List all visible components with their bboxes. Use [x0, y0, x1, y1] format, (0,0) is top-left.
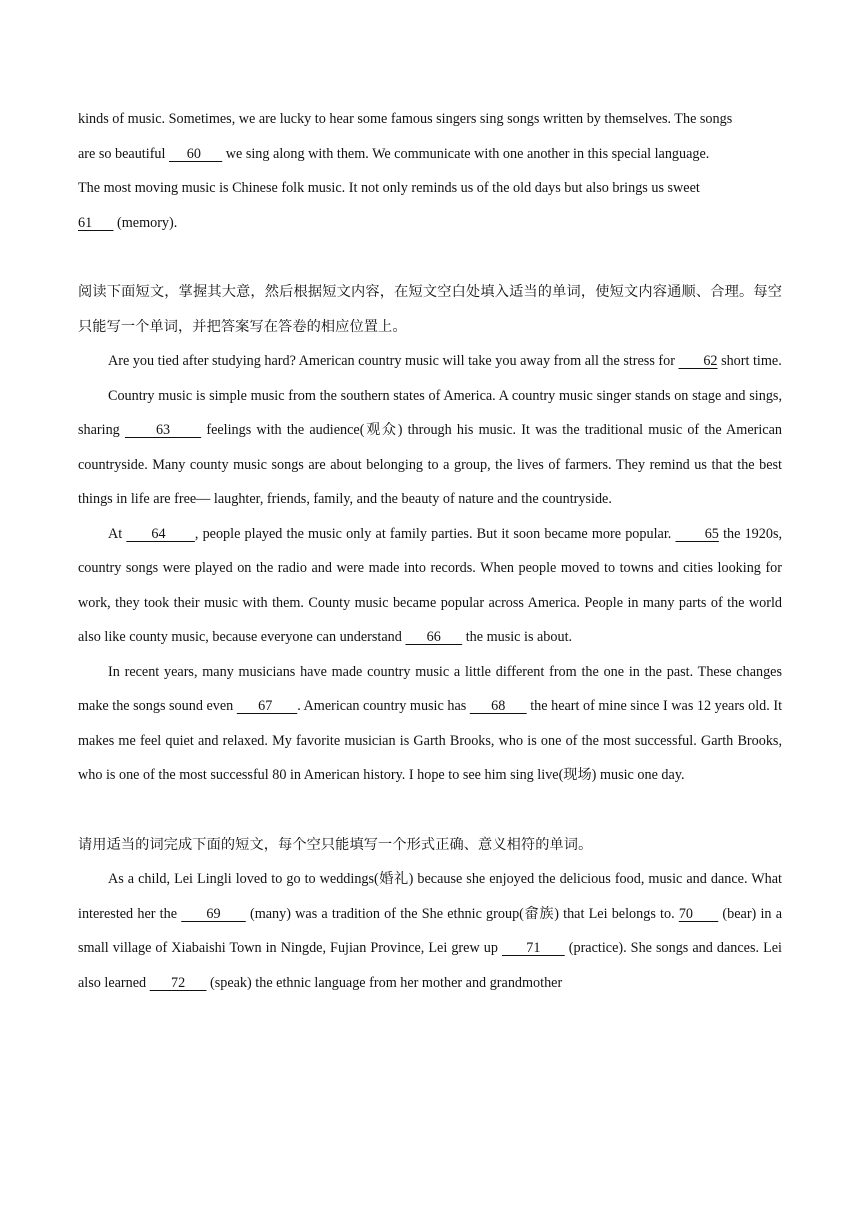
text-run: (practice). She songs and dances. Lei also learned — [78, 940, 782, 991]
text-line — [78, 102, 782, 137]
section-instruction: 阅读下面短文，掌握其大意，然后根据短文内容，在短文空白处填入适当的单词，使短文内容通顺、合理。每空只能写一个单词，并把答案写在答卷的相应位置上。 — [78, 284, 782, 335]
text-run: kinds of music. Sometimes, we are lucky to hear some famous singers sing songs written by themselves. The songs — [78, 111, 733, 127]
passage-continuation — [78, 102, 782, 240]
paragraph — [78, 517, 782, 655]
document-content — [78, 102, 782, 1000]
answer-blank: 72 — [149, 974, 207, 991]
answer-blank: 70 — [678, 905, 719, 922]
text-run: At — [108, 525, 127, 542]
section-country-music — [78, 275, 782, 793]
text-run: Country music is simple music from the southern states of America. A country music singer stands on stage and sings, sharing — [78, 387, 782, 438]
text-run: we sing along with them. We communicate with one another in this special language. — [222, 145, 710, 162]
text-run: , people played the music only at family parties. But it soon became more popular. — [194, 525, 676, 542]
text-run: As a child, Lei Lingli loved to go to weddings(婚礼) because she enjoyed the delicious food, music and dance. What interested her the — [78, 871, 782, 922]
answer-blank: 60 — [169, 145, 223, 162]
text-run: (speak) the ethnic language from her mother and grandmother — [206, 974, 563, 991]
text-run: (bear) in a small village of Xiabaishi Town in Ningde, Fujian Province, Lei grew up — [78, 905, 783, 956]
text-run: short time. — [717, 353, 782, 369]
text-run: (many) was a tradition of the She ethnic group(畲族) that Lei belongs to. — [245, 905, 679, 922]
answer-blank: 66 — [405, 629, 463, 645]
answer-blank: 63 — [124, 422, 202, 438]
answer-blank: 67 — [236, 698, 298, 714]
answer-blank: 61 — [78, 214, 114, 231]
section-instruction: 请用适当的词完成下面的短文，每个空只能填写一个形式正确、意义相符的单词。 — [78, 836, 593, 853]
text-line — [78, 171, 782, 206]
answer-blank: 62 — [678, 353, 718, 369]
text-line — [78, 137, 782, 172]
text-run: are so beautiful — [78, 145, 169, 162]
text-run: the music is about. — [462, 629, 573, 645]
answer-blank: 65 — [675, 525, 719, 542]
answer-blank: 68 — [469, 698, 527, 714]
paragraph — [78, 862, 782, 1000]
answer-blank: 71 — [501, 940, 565, 956]
paragraph — [78, 379, 782, 517]
text-run: feelings with the audience(观众) through his music. It was the traditional music of the American countryside. Many county music songs are about belonging to a group, the lives of farmers. They remind us that the best things in life are free— laughter, friends, family, and the beauty of nature and the countryside. — [78, 422, 782, 507]
text-run: (memory). — [113, 214, 178, 231]
text-run: The most moving music is Chinese folk music. It not only reminds us of the old days but also brings us sweet — [78, 180, 700, 196]
section-lei-lingli — [78, 828, 782, 1001]
text-run: . American country music has — [297, 698, 470, 714]
paragraph — [78, 344, 782, 379]
section-spacer — [78, 793, 782, 828]
text-line — [78, 206, 782, 241]
text-run: the 1920s, country songs were played on the radio and were made into records. When people moved to towns and cities looking for work, they took their music with them. County music became popular across America. People in many parts of the world also like county music, because everyone can understand — [78, 525, 783, 645]
section-spacer — [78, 240, 782, 275]
paragraph — [78, 655, 782, 793]
answer-blank: 69 — [181, 905, 246, 922]
text-run: In recent years, many musicians have made country music a little different from the one in the past. These changes make the songs sound even — [78, 663, 782, 714]
text-run: the heart of mine since I was 12 years old. It makes me feel quiet and relaxed. My favorite musician is Garth Brooks, who is one of the most successful. Garth Brooks, who is one of the most successful 80 in American history. I hope to see him sing live(现场) music one day. — [78, 698, 783, 783]
answer-blank: 64 — [126, 525, 195, 542]
text-run: Are you tied after studying hard? American country music will take you away from all the stress for — [108, 353, 679, 369]
